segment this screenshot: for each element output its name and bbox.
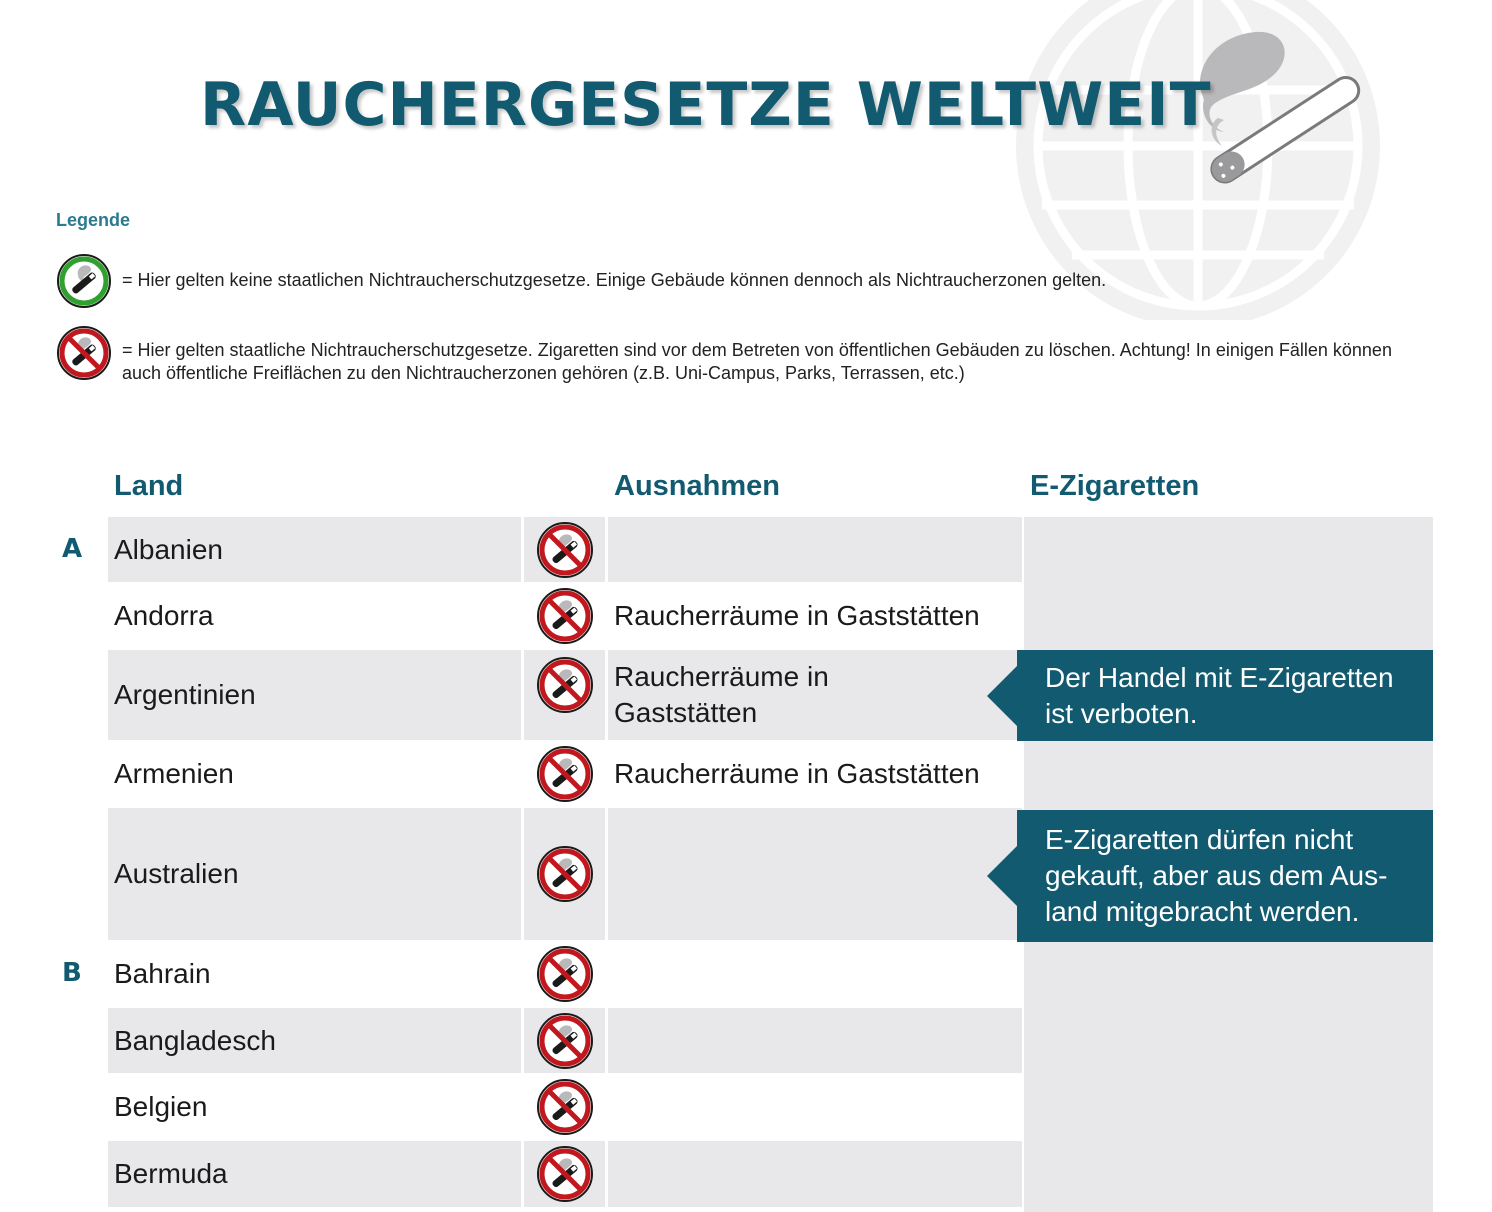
- legend-item-allowed: [56, 253, 1422, 309]
- ausnahmen-cell: Raucherräume in Gaststätten: [614, 600, 980, 631]
- land-cell: Andorra: [114, 600, 214, 631]
- ausnahmen-cell: Raucherräume in Gaststätten: [614, 758, 980, 789]
- no-smoking-icon: [536, 587, 594, 645]
- legend-title: Legende: [56, 210, 131, 230]
- land-cell: Bermuda: [108, 1141, 521, 1207]
- land-cell: Albanien: [108, 517, 521, 582]
- no-smoking-icon: [536, 945, 594, 1003]
- legend-item-prohibited: [56, 325, 1422, 385]
- ezigaretten-note-argentinien: Der Handel mit E-Zigaretten ist verboten.: [1017, 650, 1433, 741]
- ausnahmen-cell: [608, 517, 1022, 582]
- land-cell: Armenien: [114, 758, 234, 789]
- table-row: [108, 942, 1022, 1006]
- ausnahmen-cell: [608, 1008, 1022, 1073]
- section-letter-a: A: [62, 534, 83, 564]
- ausnahmen-cell: [608, 1075, 1022, 1139]
- page-title: RAUCHERGESETZE WELTWEIT: [200, 70, 1212, 140]
- smoking-allowed-icon: [56, 253, 112, 309]
- ausnahmen-cell: [608, 942, 1022, 1006]
- no-smoking-icon: [56, 325, 112, 381]
- ausnahmen-cell: [608, 1141, 1022, 1207]
- ausnahmen-cell: [608, 808, 1022, 940]
- table-row: [108, 808, 1022, 940]
- no-smoking-icon: [536, 521, 594, 579]
- no-smoking-icon: [536, 745, 594, 803]
- table-row: [108, 742, 1022, 806]
- no-smoking-icon: [536, 1145, 594, 1203]
- no-smoking-icon: [536, 1078, 594, 1136]
- column-header-ausnahmen: Ausnahmen: [614, 470, 780, 502]
- land-cell: Bangladesch: [108, 1008, 521, 1073]
- column-header-land: Land: [114, 470, 184, 502]
- column-header-ezigaretten: E-Zigaretten: [1030, 470, 1200, 502]
- table-row: [108, 584, 1022, 648]
- land-cell: Bahrain: [114, 958, 211, 989]
- table-row: [108, 650, 1022, 740]
- table-row: [108, 1141, 1022, 1207]
- table-row: [108, 1075, 1022, 1139]
- no-smoking-icon: [536, 656, 594, 714]
- land-cell: Argentinien: [108, 650, 521, 740]
- ezigaretten-note-australien: E-Zigaretten dürfen nicht gekauft, aber aus dem Aus-land mitgebracht werden.: [1017, 810, 1433, 942]
- table-row: [108, 517, 1022, 582]
- ausnahmen-cell: Raucherräume in Gaststätten: [608, 650, 1022, 740]
- legend-text-allowed: = Hier gelten keine staatlichen Nichtraucherschutzgesetze. Einige Gebäude können dennoch als Nichtraucherzonen gelten.: [122, 270, 1107, 290]
- table-row: [108, 1008, 1022, 1073]
- no-smoking-icon: [536, 1012, 594, 1070]
- land-cell: Australien: [108, 808, 521, 940]
- section-letter-b: B: [62, 958, 82, 988]
- no-smoking-icon: [536, 845, 594, 903]
- legend-text-prohibited: = Hier gelten staatliche Nichtraucherschutzgesetze. Zigaretten sind vor dem Betreten von öffentlichen Gebäuden zu löschen. Achtung! In einigen Fällen können auch öffentliche Freiflächen zu den Nichtraucherzonen gehören (z.B. Uni-Campus, Parks, Terrassen, etc.): [122, 340, 1392, 383]
- land-cell: Belgien: [114, 1091, 208, 1122]
